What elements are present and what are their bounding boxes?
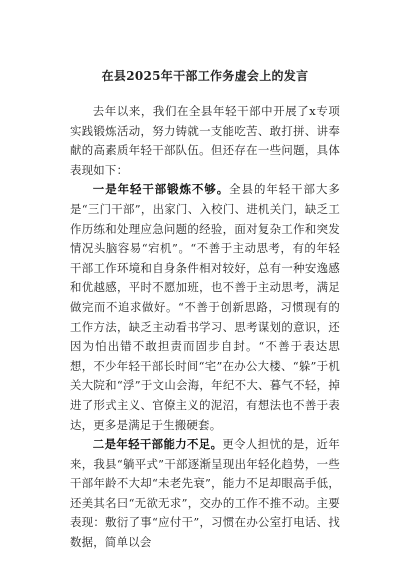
paragraph-point-one: [70, 180, 340, 435]
paragraph-point-two: [70, 435, 340, 553]
paragraph-lead-heading: 二是年轻干部能力不足。: [92, 437, 223, 452]
paragraph-lead-heading: 一是年轻干部锻炼不够。: [92, 182, 230, 197]
paragraph-text: 全县的年轻干部大多是“三门干部”，出家门、入校门、进机关门，缺乏工作历练和处理应急问题的经验，面对复杂工作和突发情况头脑容易“宕机”。“不善于主动思考，有的年轻干部工作环境和自身条件相对较好，总有一种安逸感和优越感，平时不愿加班，也不善于主动思考，满足做完而不追求做好。“不善于创新思路，习惯现有的工作方法，缺乏主动看书学习、思考谋划的意识，还因为怕出错不敢担责而固步自封。“不善于表达思想，不少年轻干部长时间“宅”在办公大楼、“躲”于机关大院和“浮”于文山会海，年纪不大、暮气不轻，掉进了形式主义、官僚主义的泥沼，有想法也不善于表达，更多是满足于生搬硬套。: [70, 182, 340, 432]
paragraph-text: 更令人担忧的是，近年来，我县“躺平式”干部逐渐呈现出年轻化趋势，一些干部年龄不大却“未老先衰”，能力不足却眼高手低，还美其名曰“无欲无求”，交办的工作不推不动。主要表现：敷衍了事“应付干”，习惯在办公室打电话、找数据，简单以会: [70, 437, 340, 550]
document-title: 在县2025年干部工作务虚会上的发言: [101, 69, 309, 83]
paragraph-intro: [70, 102, 340, 180]
paragraph-text: 去年以来，我们在全县年轻干部中开展了x专项实践锻炼活动，努力铸就一支能吃苦、敢打拼、讲奉献的高素质年轻干部队伍。但还存在一些问题，具体表现如下：: [70, 104, 340, 177]
